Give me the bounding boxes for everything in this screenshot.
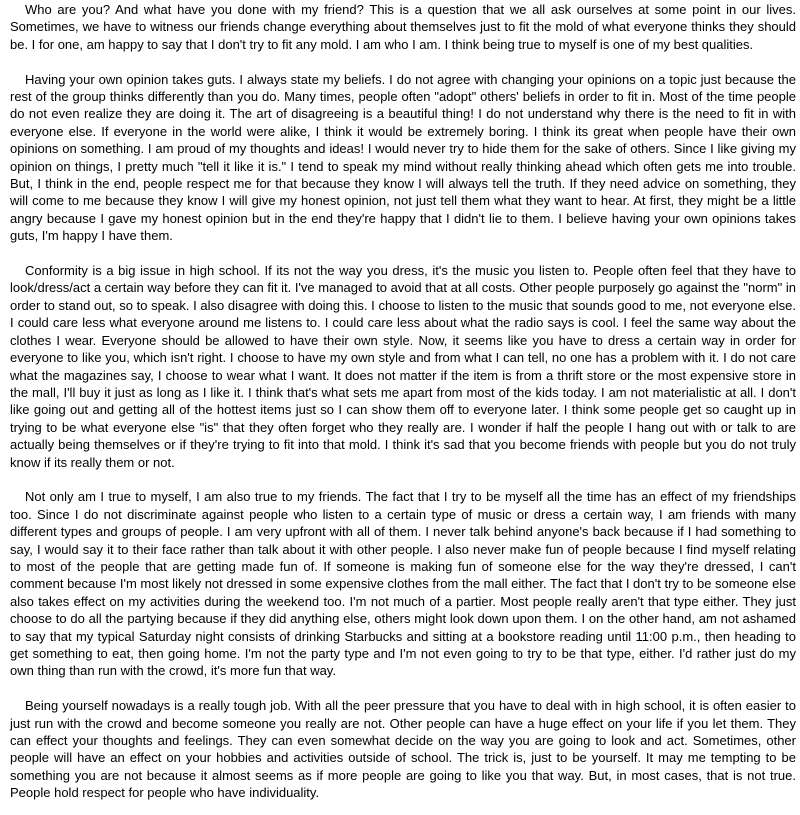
- essay-paragraph-4: Not only am I true to myself, I am also true to my friends. The fact that I try to be myself all the time has an effect of my friendships too. Since I do not discriminate against people who listen to a certain type of music or dress a certain way, I am friends with many different types and groups of people. I am very upfront with all of them. I never talk behind anyone's back because if I had something to say, I would say it to their face rather than talk about it with other people. I also never make fun of people because I find myself relating to most of the people that are getting made fun of. If someone is making fun of someone else for the way they're dressed, I can't comment because I'm most likely not dressed in some expensive clothes from the mall either. The fact that I don't try to be someone else also takes effect on my activities during the weekend too. I'm not much of a partier. Most people really aren't that type either. They just choose to do all the partying because if they did anything else, others might look down upon them. I on the other hand, am not ashamed to say that my typical Saturday night consists of drinking Starbucks and sitting at a bookstore reading until 11:00 p.m., then heading to get something to eat, then going home. I'm not the party type and I'm not even going to try to be that type, either. I'd rather just do my own thing than run with the crowd, it's more fun that way.: [10, 489, 796, 679]
- essay-paragraph-3: Conformity is a big issue in high school. If its not the way you dress, it's the music you listen to. People often feel that they have to look/dress/act a certain way before they can fit it. I've managed to avoid that at all costs. Other people purposely go against the "norm" in order to stand out, so to speak. I also disagree with doing this. I choose to listen to the music that sounds good to me, not everyone else. I could care less what everyone around me listens to. I could care less about what the radio says is cool. I feel the same way about the clothes I wear. Everyone should be allowed to have their own style. Now, it seems like you have to dress a certain way in order for everyone to like you, which isn't right. I choose to have my own style and from what I can tell, no one has a problem with it. I do not care what the magazines say, I choose to wear what I want. It does not matter if the item is from a thrift store or the most expensive store in the mall, I'll buy it just as long as I like it. I think that's what sets me apart from most of the kids today. I am not materialistic at all. I don't like going out and getting all of the hottest items just so I can show them off to everyone later. I think some people get so caught up in trying to be what everyone else "is" that they often forget who they really are. I wonder if half the people I hang out with or talk to are actually being themselves or if they're trying to fit into that mold. I think it's sad that you become friends with people but you do not truly know if its really them or not.: [10, 263, 796, 470]
- essay-paragraph-5: Being yourself nowadays is a really tough job. With all the peer pressure that you have to deal with in high school, it is often easier to just run with the crowd and become someone you really are not. Other people can have a huge effect on your life if you let them. They can effect your thoughts and feelings. They can even somewhat decide on the way you are going to look and act. Sometimes, other people will have an effect on your hobbies and activities outside of school. The trick is, just to be yourself. It may me tempting to be something you are not because it almost seems as if more people are going to like you that way. But, in most cases, that is not true. People hold respect for people who have individuality.: [10, 698, 796, 801]
- essay-paragraph-2: Having your own opinion takes guts. I always state my beliefs. I do not agree with changing your opinions on a topic just because the rest of the group thinks differently than you do. Many times, people often "adopt" others' beliefs in order to fit in. Most of the time people do not even realize they are doing it. The art of disagreeing is a beautiful thing! I do not understand why there is the need to fit in with everyone else. If everyone in the world were alike, I think it would be extremely boring. I think its great when people have their own opinions on something. I am proud of my thoughts and ideas! I would never try to hide them for the sake of others. Since I like giving my opinion on things, I pretty much "tell it like it is." I tend to speak my mind without really thinking ahead which often gets me into trouble. But, I think in the end, people respect me for that because they know I will always tell the truth. If they need advice on something, they will come to me because they know I will give my honest opinion, not just tell them what they want to hear. At first, they might be a little angry because I gave my honest opinion but in the end they're happy that I didn't lie to them. I believe having your own opinions takes guts, I'm happy I have them.: [10, 71, 796, 244]
- essay-paragraph-1: Who are you? And what have you done with my friend? This is a question that we all ask ourselves at some point in our lives. Sometimes, we have to witness our friends change everything about themselves just to fit the mold of what everyone thinks they should be. I for one, am happy to say that I don't try to fit any mold. I am who I am. I think being true to myself is one of my best qualities.: [10, 2, 796, 52]
